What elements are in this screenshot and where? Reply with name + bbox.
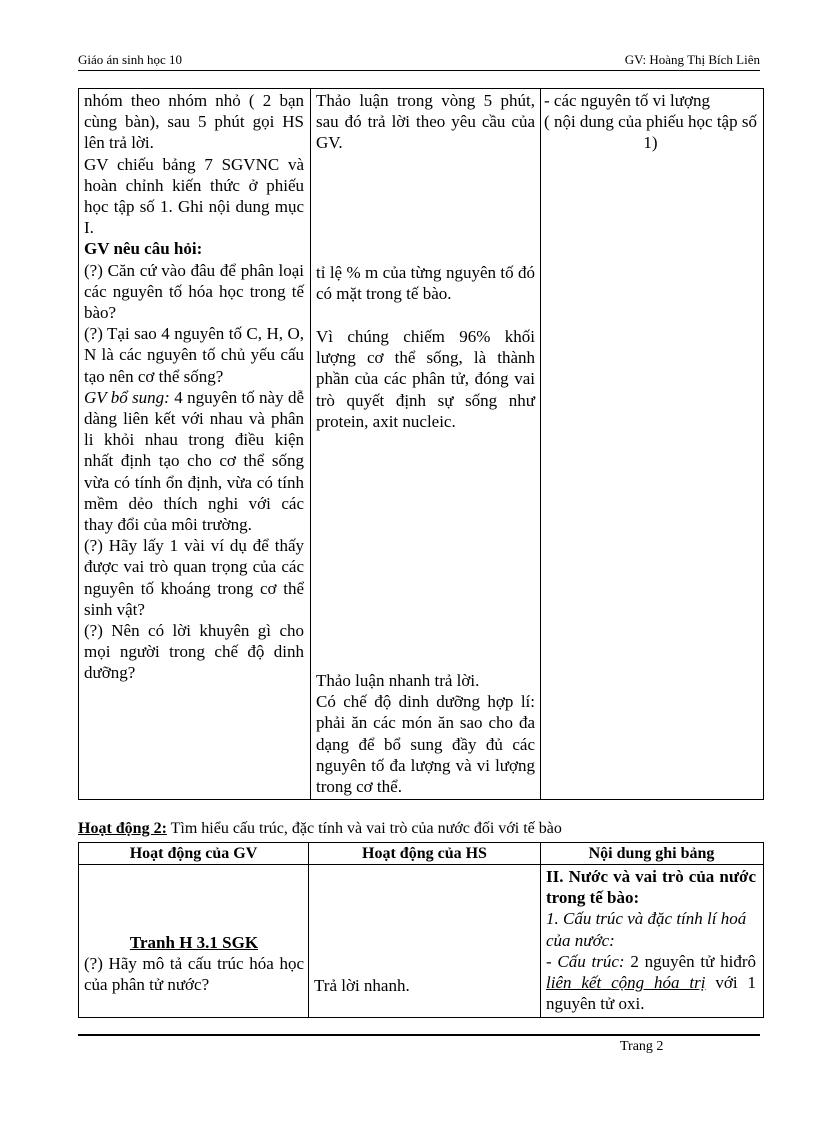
table1-teacher-column — [84, 90, 304, 684]
table2-header-line — [78, 864, 764, 865]
teacher-question-2: (?) Tại sao 4 nguyên tố C, H, O, N là các nguyên tố chủ yếu cấu tạo nên cơ thể sống? — [84, 324, 304, 386]
teacher-question-1: (?) Căn cứ vào đâu để phân loại các nguyên tố hóa học trong tế bào? — [84, 260, 304, 323]
board-structure-a: 2 nguyên tử hiđrô — [624, 951, 756, 971]
page-number: Trang 2 — [620, 1039, 664, 1054]
board-structure-label: - Cấu trúc: — [546, 951, 625, 971]
table2-header-board: Nội dung ghi bảng — [588, 845, 715, 862]
activity-2-text: Tìm hiểu cấu trúc, đặc tính và vai trò của nước đối với tế bào — [166, 820, 562, 837]
header-left-text: Giáo án sinh học 10 — [78, 52, 182, 67]
teacher-text-2: GV chiếu bảng 7 SGVNC và hoàn chỉnh kiến thức ở phiếu học tập số 1. Ghi nội dung mục I. — [84, 154, 304, 238]
table1-student-answer-2: tỉ lệ % m của từng nguyên tố đó có mặt trong tế bào. — [316, 263, 535, 304]
table1-student-answer-4 — [316, 670, 535, 797]
footer-rule — [78, 1034, 760, 1036]
table2-teacher-cell — [84, 932, 304, 996]
page-header — [78, 50, 760, 71]
table2-divider-1 — [308, 842, 309, 1018]
table1-divider-2 — [540, 88, 541, 800]
figure-reference: Tranh H 3.1 SGK — [129, 933, 259, 952]
header-right-text: GV: Hoàng Thị Bích Liên — [624, 52, 760, 67]
table2-divider-2 — [540, 842, 541, 1018]
table1-student-answer-3: Vì chúng chiếm 96% khối lượng cơ thể sống, là thành phần của các phân tử, đóng vai trò quyết định sự sống như protein, axit nucleic. — [316, 327, 535, 431]
teacher-supplement-label: GV bổ sung: — [84, 387, 170, 407]
teacher-supplement-text: 4 nguyên tố này dễ dàng liên kết với nhau và phân li khỏi nhau trong điều kiện nhất định tạo cho cơ thể sống vừa có tính ổn định, vừa có tính mềm dẻo thích nghi với các thay đổi của môi trường. — [84, 387, 305, 535]
table1-divider-1 — [310, 88, 311, 800]
board-section-title: II. Nước và vai trò của nước trong tế bào: — [546, 867, 756, 908]
table2-board-cell — [546, 866, 756, 1014]
board-micro-elements: - các nguyên tố vi lượng — [544, 91, 710, 110]
table1-student-answer-1: Thảo luận trong vòng 5 phút, sau đó trả lời theo yêu cầu của GV. — [316, 91, 535, 153]
activity-2-title — [78, 820, 562, 838]
table2-header-student: Hoạt động của HS — [362, 845, 487, 862]
teacher-text-1: nhóm theo nhóm nhỏ ( 2 bạn cùng bàn), sau 5 phút gọi HS lên trả lời. — [84, 91, 304, 153]
table1-board-content — [544, 90, 757, 154]
teacher-question-3: (?) Hãy lấy 1 vài ví dụ để thấy được vai trò quan trọng của các nguyên tố khoáng trong cơ thể sinh vật? — [84, 536, 304, 619]
board-worksheet-note: ( nội dung của phiếu học tập số 1) — [544, 112, 757, 153]
board-covalent-bond-term: liên kết cộng hóa trị — [546, 973, 706, 993]
board-structure-b: với 1 nguyên tử oxi. — [546, 973, 756, 1014]
teacher-question-4: (?) Nên có lời khuyên gì cho mọi người trong chế độ dinh dưỡng? — [84, 621, 304, 683]
student-diet-text: Có chế độ dinh dưỡng hợp lí: phải ăn các món ăn sao cho đa dạng để bổ sung đầy đủ các nguyên tố đa lượng và vi lượng trong cơ thể. — [316, 692, 535, 797]
teacher-question-heading: GV nêu câu hỏi: — [84, 239, 203, 259]
board-subsection-title: 1. Cấu trúc và đặc tính lí hoá của nước: — [546, 909, 747, 950]
student-discuss-text: Thảo luận nhanh trả lời. — [316, 671, 480, 690]
activity-2-label: Hoạt động 2: — [78, 820, 167, 837]
table2-header-teacher: Hoạt động của GV — [129, 845, 258, 862]
teacher-supplement — [84, 387, 304, 535]
board-structure-text — [546, 951, 756, 1015]
table2-student-cell: Trả lời nhanh. — [314, 976, 410, 995]
teacher-water-question: (?) Hãy mô tả cấu trúc hóa học của phân tử nước? — [84, 954, 304, 995]
